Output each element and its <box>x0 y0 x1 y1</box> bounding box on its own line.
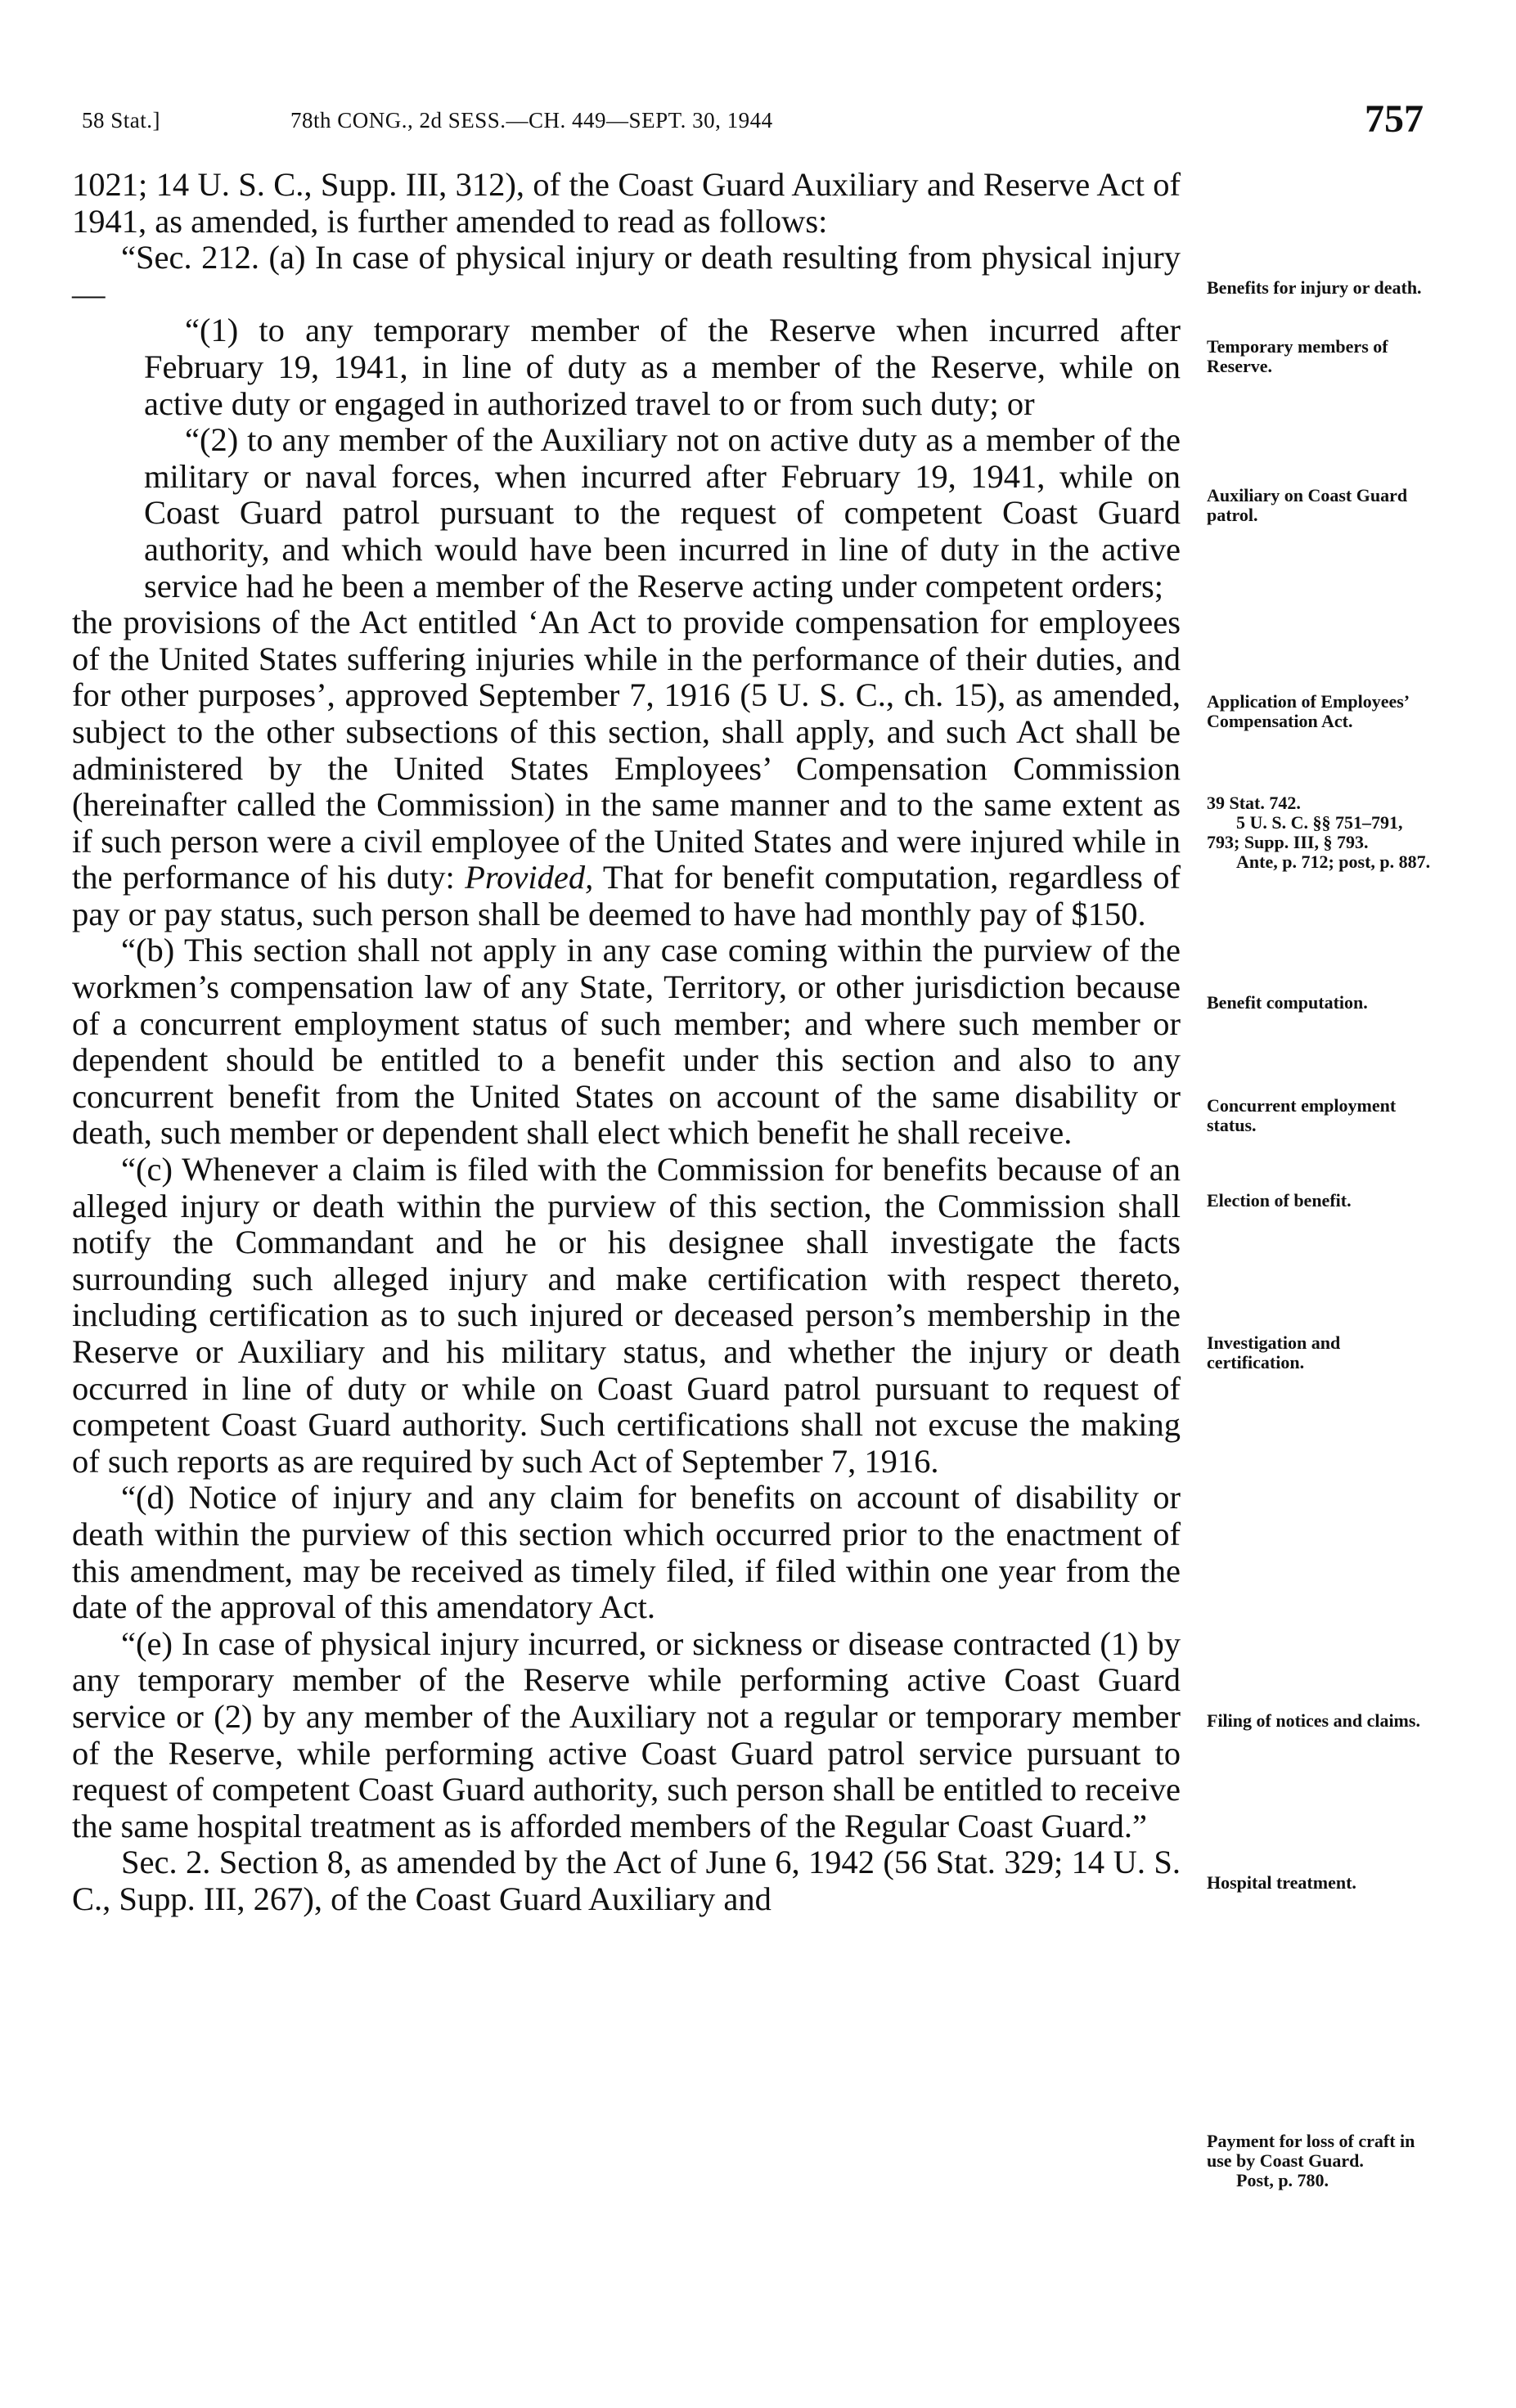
margin-note-benefits: Benefits for injury or death. <box>1207 277 1422 298</box>
benefit-computation-text: That for benefit computation, regardless of pay or pay status, such person shall be deemed to have had monthly pay of $150. <box>72 859 1181 932</box>
provided-word: Provided, <box>465 859 594 896</box>
paragraph-sec-212-c: “(c) Whenever a claim is filed with the Commission for benefits because of an alleged injury or death within the purview of this section, the Commission shall notify the Commandant and he or his designee shall investigate the facts surrounding such alleged injury and make certification with respect thereto, including certification as to such injured or deceased person’s membership in the Reserve or Auxiliary and his military status, and whether the injury or death occurred in line of duty or while on Coast Guard patrol pursuant to request of competent Coast Guard authority. Such certifications shall not excuse the making of such reports as are required by such Act of September 7, 1916. <box>72 1151 1181 1480</box>
margin-note-hospital: Hospital treatment. <box>1207 1872 1356 1893</box>
paragraph-sec-212-e: “(e) In case of physical injury incurred, or sickness or disease contracted (1) by any temporary member of the Reserve while performing active Coast Guard service or (2) by any member of the Auxiliary not a regular or temporary member of the Reserve, while performing active Coast Guard patrol service pursuant to request of competent Coast Guard authority, such person shall be entitled to receive the same hospital treatment as is afforded members of the Regular Coast Guard.” <box>72 1624 1181 1844</box>
post-citation: Post, p. 780. <box>1236 2170 1329 2190</box>
citation-ante-post: Ante, p. 712; post, p. 887. <box>1236 851 1431 872</box>
page-number: 757 <box>1365 97 1424 141</box>
paragraph-provisions <box>72 604 1181 932</box>
citation-5-usc: 5 U. S. C. §§ 751–791, 793; Supp. III, § 793. <box>1207 812 1403 852</box>
margin-note-filing: Filing of notices and claims. <box>1207 1710 1420 1731</box>
margin-note-citations <box>1207 793 1440 872</box>
volume-citation: 58 Stat.] <box>82 108 160 133</box>
paragraph-sec-212-b: “(b) This section shall not apply in any case coming within the purview of the workmen’s compensation law of any State, Territory, or other jurisdiction because of a concurrent employment status of such member; and where such member or dependent should be entitled to a benefit under this section and also to any concurrent benefit from the United States on account of the same disability or death, such member or dependent shall elect which benefit he shall receive. <box>72 932 1181 1152</box>
margin-note-compensation-act: Application of Employees’ Compensation Act. <box>1207 691 1409 731</box>
paragraph-clause-2: “(2) to any member of the Auxiliary not on active duty as a member of the military or naval forces, when incurred after February 19, 1941, while on Coast Guard patrol pursuant to the request of competent Coast Guard authority, and which would have been incurred in line of duty in the active service had he been a member of the Reserve acting under competent orders; <box>144 421 1181 604</box>
citation-39-stat: 39 Stat. 742. <box>1207 793 1301 813</box>
payment-loss-text: Payment for loss of craft in use by Coast Guard. <box>1207 2131 1415 2171</box>
margin-note-benefit-computation: Benefit computation. <box>1207 992 1368 1013</box>
body-text <box>72 167 1181 1918</box>
margin-note-investigation: Investigation and certification. <box>1207 1332 1341 1372</box>
paragraph-clause-1: “(1) to any temporary member of the Reserve when incurred after February 19, 1941, in line of duty as a member of the Reserve, while on active duty or engaged in authorized travel to or from such duty; or <box>144 312 1181 422</box>
provisions-text: the provisions of the Act entitled ‘An Act to provide compensation for employees of the United States suffering injuries while in the performance of their duties, and for other purposes’, approved September 7, 1916 (5 U. S. C., ch. 15), as amended, subject to the other subsections of this section, shall apply, and such Act shall be administered by the United States Employees’ Compensation Commission (hereinafter called the Commission) in the same manner and to the same extent as if such person were a civil employee of the United States and were injured while in the performance of his duty: <box>72 604 1181 896</box>
paragraph-sec-2: Sec. 2. Section 8, as amended by the Act of June 6, 1942 (56 Stat. 329; 14 U. S. C., Supp. III, 267), of the Coast Guard Auxiliary and <box>72 1844 1181 1917</box>
running-head: 78th CONG., 2d SESS.—CH. 449—SEPT. 30, 1944 <box>290 108 773 133</box>
page-header <box>82 97 1424 154</box>
paragraph-sec-212-a: “Sec. 212. (a) In case of physical injury or death resulting from physical injury— <box>72 239 1181 312</box>
margin-note-election: Election of benefit. <box>1207 1190 1352 1211</box>
margin-note-payment-loss <box>1207 2132 1440 2190</box>
margin-note-concurrent-employment: Concurrent employment status. <box>1207 1095 1397 1135</box>
paragraph-sec-212-d: “(d) Notice of injury and any claim for benefits on account of disability or death within the purview of this section which occurred prior to the enactment of this amendment, may be received as timely filed, if filed within one year from the date of the approval of this amendatory Act. <box>72 1479 1181 1626</box>
margin-note-temporary-members: Temporary members of Reserve. <box>1207 336 1388 376</box>
paragraph-intro: 1021; 14 U. S. C., Supp. III, 312), of the Coast Guard Auxiliary and Reserve Act of 1941, as amended, is further amended to read as follows: <box>72 166 1181 240</box>
margin-note-auxiliary-patrol: Auxiliary on Coast Guard patrol. <box>1207 485 1408 525</box>
